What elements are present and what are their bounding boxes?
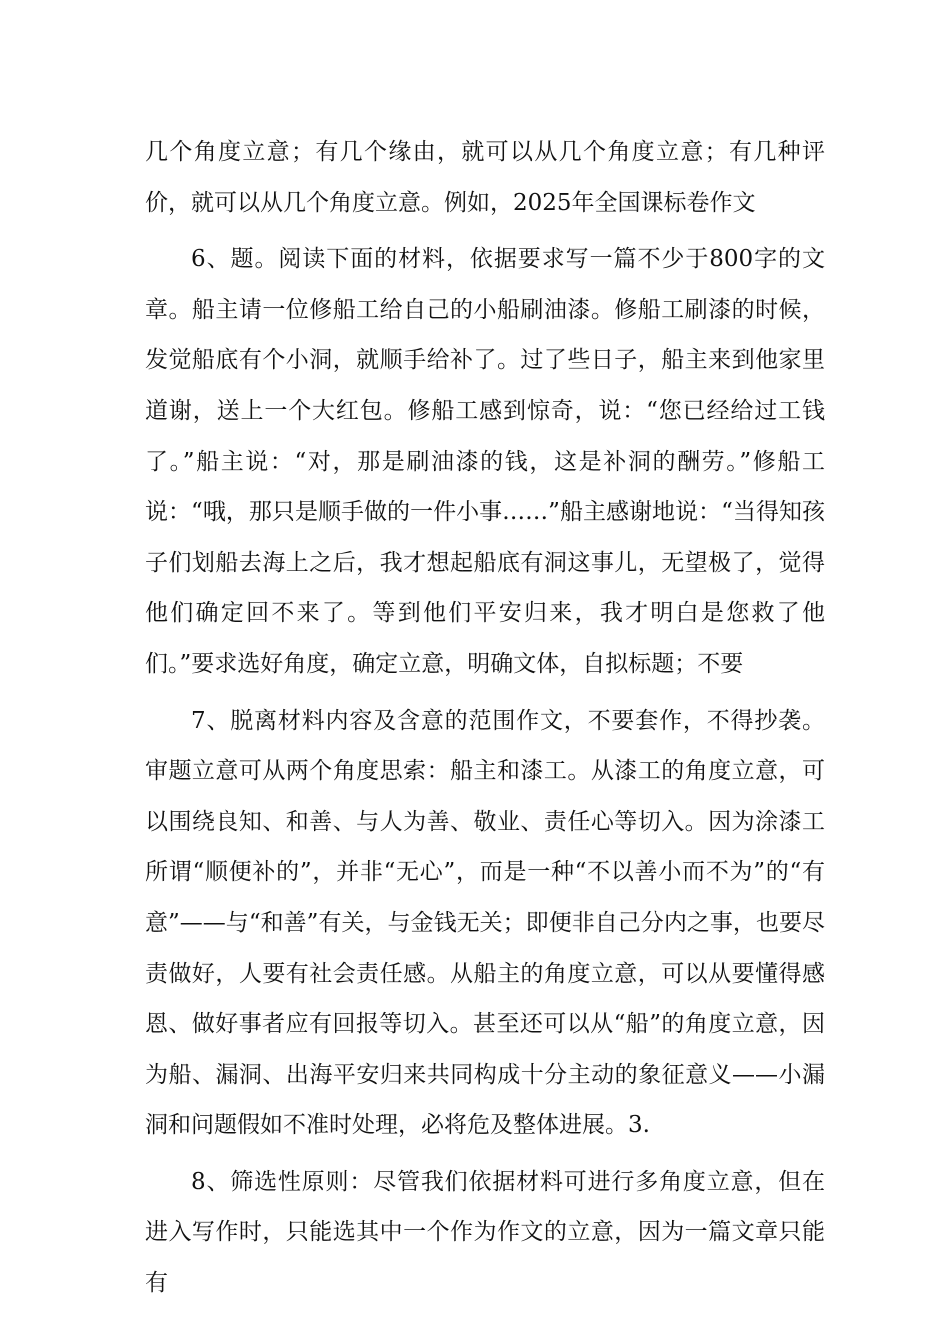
document-body <box>145 127 825 1309</box>
paragraph-3: 7、脱离材料内容及含意的范围作文，不要套作，不得抄袭。审题立意可从两个角度思索：船主和漆工。从漆工的角度立意，可以围绕良知、和善、与人为善、敬业、责任心等切入。因为涂漆工所谓“顺便补的”，并非“无心”，而是一种“不以善小而不为”的“有意”——与“和善”有关，与金钱无关；即便非自己分内之事，也要尽责做好，人要有社会责任感。从船主的角度立意，可以从要懂得感恩、做好事者应有回报等切入。甚至还可以从“船”的角度立意，因为船、漏洞、出海平安归来共同构成十分主动的象征意义——小漏洞和问题假如不准时处理，必将危及整体进展。3. <box>145 707 825 1139</box>
paragraph-2: 6、题。阅读下面的材料，依据要求写一篇不少于800字的文章。船主请一位修船工给自己的小船刷油漆。修船工刷漆的时候，发觉船底有个小洞，就顺手给补了。过了些日子，船主来到他家里道谢，送上一个大红包。修船工感到惊奇，说：“您已经给过工钱了。”船主说：“对，那是刷油漆的钱，这是补洞的酬劳。”修船工说：“哦，那只是顺手做的一件小事……”船主感谢地说：“当得知孩子们划船去海上之后，我才想起船底有洞这事儿，无望极了，觉得他们确定回不来了。等到他们平安归来，我才明白是您救了他们。”要求选好角度，确定立意，明确文体，自拟标题；不要 <box>145 246 825 677</box>
paragraph-4: 8、筛选性原则：尽管我们依据材料可进行多角度立意，但在进入写作时，只能选其中一个作为作文的立意，因为一篇文章只能有 <box>145 1168 825 1297</box>
paragraph-1: 几个角度立意；有几个缘由，就可以从几个角度立意；有几种评价，就可以从几个角度立意。例如，2025年全国课标卷作文 <box>145 139 825 216</box>
